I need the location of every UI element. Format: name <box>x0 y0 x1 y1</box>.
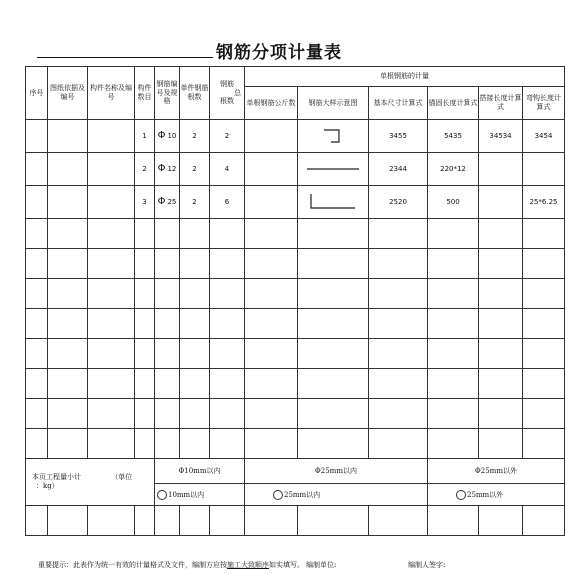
cell-sketch[interactable] <box>298 186 369 219</box>
footer-org: 编制单位: <box>306 561 337 569</box>
empty-cell[interactable] <box>155 309 180 339</box>
empty-cell[interactable] <box>210 219 245 249</box>
empty-cell[interactable] <box>369 506 428 536</box>
cell-bar-spec[interactable] <box>155 186 180 219</box>
empty-cell[interactable] <box>135 309 155 339</box>
cell-total[interactable]: 2 <box>210 120 245 153</box>
empty-cell[interactable] <box>210 369 245 399</box>
empty-cell[interactable] <box>428 309 479 339</box>
empty-cell[interactable] <box>428 339 479 369</box>
header-single-group: 单根钢筋的计量 <box>245 67 565 87</box>
cell-member[interactable] <box>88 186 135 219</box>
empty-cell[interactable] <box>48 219 88 249</box>
empty-cell[interactable] <box>245 506 298 536</box>
empty-cell[interactable] <box>428 399 479 429</box>
table-row <box>26 309 565 339</box>
header-total-bottom: 根数 <box>220 97 234 106</box>
empty-cell[interactable] <box>88 339 135 369</box>
empty-cell[interactable] <box>88 219 135 249</box>
header-anchor: 锚固长度计算式 <box>428 87 479 120</box>
empty-cell[interactable] <box>298 429 369 459</box>
empty-cell[interactable] <box>88 506 135 536</box>
hooked-bar-sketch-icon <box>318 127 348 145</box>
empty-cell[interactable] <box>135 399 155 429</box>
empty-cell[interactable] <box>155 219 180 249</box>
empty-cell[interactable] <box>135 429 155 459</box>
subtotal-row <box>26 459 565 484</box>
table-row <box>26 279 565 309</box>
cell-bars-per[interactable]: 2 <box>180 186 210 219</box>
cell-member-count[interactable]: 3 <box>135 186 155 219</box>
empty-cell[interactable] <box>88 309 135 339</box>
header-formula-count: 单根钢筋公斤数 <box>245 87 298 120</box>
cell-seq[interactable] <box>26 153 48 186</box>
cell-drawing[interactable] <box>48 186 88 219</box>
cell-anchor[interactable]: 220*12 <box>428 153 479 186</box>
header-sketch: 钢筋大样示意图 <box>298 87 369 120</box>
header-total-bars <box>210 67 245 120</box>
header-total-top: 钢筋 <box>220 79 234 88</box>
empty-cell[interactable] <box>26 399 48 429</box>
empty-cell[interactable] <box>298 506 369 536</box>
empty-cell[interactable] <box>180 279 210 309</box>
subtotal-unit-open: （单位 <box>111 473 133 482</box>
empty-cell[interactable] <box>298 219 369 249</box>
empty-cell[interactable] <box>428 249 479 279</box>
empty-cell[interactable] <box>180 369 210 399</box>
footer-note-prefix: 重要提示：此表作为统一有效的计量格式及文件，编制方应按 <box>38 561 227 569</box>
title-underline <box>37 57 213 58</box>
empty-cell[interactable] <box>369 339 428 369</box>
empty-cell[interactable] <box>26 249 48 279</box>
table-row <box>26 339 565 369</box>
footer-signer: 编制人签字: <box>408 561 446 569</box>
empty-cell[interactable] <box>428 429 479 459</box>
header-lap: 搭接长度计算式 <box>479 87 523 120</box>
cell-seq[interactable] <box>26 120 48 153</box>
straight-bar-sketch-icon <box>305 164 361 174</box>
empty-cell[interactable] <box>369 369 428 399</box>
empty-cell[interactable] <box>428 506 479 536</box>
table-row <box>26 249 565 279</box>
circle-icon <box>456 490 466 500</box>
cell-total[interactable]: 4 <box>210 153 245 186</box>
empty-cell[interactable] <box>245 309 298 339</box>
subtotal-col1-value[interactable] <box>155 484 245 506</box>
empty-cell[interactable] <box>428 369 479 399</box>
empty-cell[interactable] <box>245 219 298 249</box>
cell-bar-spec[interactable] <box>155 153 180 186</box>
empty-cell[interactable] <box>26 429 48 459</box>
empty-cell[interactable] <box>26 219 48 249</box>
empty-cell[interactable] <box>48 309 88 339</box>
empty-cell[interactable] <box>523 249 565 279</box>
empty-cell[interactable] <box>523 339 565 369</box>
header-member: 构件名称及编号 <box>88 67 135 120</box>
table-row <box>26 429 565 459</box>
bar-diameter: 12 <box>167 164 177 173</box>
empty-cell[interactable] <box>180 219 210 249</box>
empty-cell[interactable] <box>210 309 245 339</box>
empty-cell[interactable] <box>135 506 155 536</box>
empty-cell[interactable] <box>180 309 210 339</box>
cell-member[interactable] <box>88 153 135 186</box>
empty-cell[interactable] <box>180 399 210 429</box>
empty-cell[interactable] <box>180 339 210 369</box>
cell-drawing[interactable] <box>48 153 88 186</box>
empty-cell[interactable] <box>210 249 245 279</box>
table-row <box>26 120 565 153</box>
empty-cell[interactable] <box>135 339 155 369</box>
phi-symbol: Φ <box>157 129 166 141</box>
page-title: 钢筋分项计量表 <box>216 43 342 63</box>
cell-member-count[interactable]: 2 <box>135 153 155 186</box>
empty-cell[interactable] <box>523 429 565 459</box>
empty-cell[interactable] <box>155 249 180 279</box>
empty-cell[interactable] <box>26 369 48 399</box>
cell-drawing[interactable] <box>48 120 88 153</box>
subtotal-label-cell <box>26 459 155 506</box>
empty-cell[interactable] <box>210 506 245 536</box>
empty-cell[interactable] <box>298 369 369 399</box>
subtotal-col2-value[interactable] <box>245 484 428 506</box>
subtotal-col2-label: 25mm以内 <box>284 490 321 499</box>
empty-cell[interactable] <box>245 249 298 279</box>
subtotal-unit: ：kg） <box>36 482 59 490</box>
empty-cell[interactable] <box>245 369 298 399</box>
table-row <box>26 153 565 186</box>
empty-cell[interactable] <box>88 249 135 279</box>
empty-cell[interactable] <box>479 219 523 249</box>
empty-cell[interactable] <box>298 309 369 339</box>
cell-basic-size[interactable]: 2344 <box>369 153 428 186</box>
empty-cell[interactable] <box>479 399 523 429</box>
empty-cell[interactable] <box>48 399 88 429</box>
empty-cell[interactable] <box>48 279 88 309</box>
subtotal-col1-header: Φ10mm以内 <box>155 459 245 484</box>
cell-lap[interactable] <box>479 153 523 186</box>
empty-cell[interactable] <box>369 309 428 339</box>
empty-cell[interactable] <box>298 399 369 429</box>
empty-cell[interactable] <box>523 219 565 249</box>
empty-cell[interactable] <box>180 249 210 279</box>
empty-cell[interactable] <box>88 279 135 309</box>
subtotal-col3-value[interactable] <box>428 484 565 506</box>
empty-cell[interactable] <box>369 219 428 249</box>
header-seq: 序号 <box>26 67 48 120</box>
empty-cell[interactable] <box>88 369 135 399</box>
empty-cell[interactable] <box>298 249 369 279</box>
empty-cell[interactable] <box>135 249 155 279</box>
cell-bars-per[interactable]: 2 <box>180 153 210 186</box>
header-total-right: 总 <box>234 88 241 97</box>
cell-formula-count[interactable] <box>245 120 298 153</box>
empty-cell[interactable] <box>245 429 298 459</box>
header-bar-spec: 钢筋编号及规格 <box>155 67 180 120</box>
cell-basic-size[interactable]: 2520 <box>369 186 428 219</box>
phi-symbol: Φ <box>157 162 166 174</box>
header-basic-size: 基本尺寸计算式 <box>369 87 428 120</box>
empty-cell[interactable] <box>479 506 523 536</box>
empty-cell[interactable] <box>245 399 298 429</box>
subtotal-col3-label: 25mm以外 <box>467 490 504 499</box>
empty-cell[interactable] <box>245 339 298 369</box>
header-drawing: 图纸依据及编号 <box>48 67 88 120</box>
empty-cell[interactable] <box>479 429 523 459</box>
cell-formula-count[interactable] <box>245 153 298 186</box>
empty-cell[interactable] <box>26 506 48 536</box>
empty-cell[interactable] <box>155 369 180 399</box>
table-row <box>26 369 565 399</box>
empty-cell[interactable] <box>298 339 369 369</box>
cell-bend[interactable] <box>523 153 565 186</box>
empty-cell[interactable] <box>428 279 479 309</box>
footer-note <box>38 560 304 570</box>
empty-cell[interactable] <box>26 279 48 309</box>
empty-cell[interactable] <box>369 429 428 459</box>
empty-cell[interactable] <box>135 219 155 249</box>
empty-cell[interactable] <box>48 506 88 536</box>
table-row <box>26 186 565 219</box>
subtotal-col1-label: 10mm以内 <box>168 490 205 499</box>
empty-cell[interactable] <box>479 309 523 339</box>
subtotal-label: 本页工程量小计 <box>32 473 81 482</box>
empty-cell[interactable] <box>479 279 523 309</box>
empty-cell[interactable] <box>479 339 523 369</box>
cell-sketch[interactable] <box>298 153 369 186</box>
cell-member[interactable] <box>88 120 135 153</box>
cell-formula-count[interactable] <box>245 186 298 219</box>
subtotal-col3-header: Φ25mm以外 <box>428 459 565 484</box>
table-row <box>26 219 565 249</box>
header-bars-per: 单件钢筋根数 <box>180 67 210 120</box>
empty-cell[interactable] <box>155 506 180 536</box>
empty-cell[interactable] <box>135 279 155 309</box>
empty-cell[interactable] <box>48 339 88 369</box>
cell-sketch[interactable] <box>298 120 369 153</box>
cell-anchor[interactable]: 5435 <box>428 120 479 153</box>
empty-cell[interactable] <box>210 399 245 429</box>
cell-member-count[interactable]: 1 <box>135 120 155 153</box>
cell-total[interactable]: 6 <box>210 186 245 219</box>
empty-cell[interactable] <box>479 249 523 279</box>
table-row <box>26 399 565 429</box>
cell-bar-spec[interactable] <box>155 120 180 153</box>
cell-lap[interactable] <box>479 186 523 219</box>
empty-cell[interactable] <box>135 369 155 399</box>
empty-cell[interactable] <box>245 279 298 309</box>
empty-cell[interactable] <box>155 279 180 309</box>
empty-cell[interactable] <box>369 249 428 279</box>
empty-cell[interactable] <box>210 339 245 369</box>
empty-cell[interactable] <box>48 369 88 399</box>
empty-cell[interactable] <box>26 309 48 339</box>
empty-cell[interactable] <box>428 219 479 249</box>
cell-bend[interactable]: 25*6.25 <box>523 186 565 219</box>
empty-cell[interactable] <box>210 429 245 459</box>
empty-cell[interactable] <box>180 429 210 459</box>
empty-cell[interactable] <box>88 399 135 429</box>
circle-icon <box>157 490 167 500</box>
empty-cell[interactable] <box>523 279 565 309</box>
bar-diameter: 25 <box>167 197 177 206</box>
header-member-count: 构件数目 <box>135 67 155 120</box>
cell-anchor[interactable]: 500 <box>428 186 479 219</box>
footer-note-link: 施工大致顺序 <box>227 561 269 569</box>
cell-basic-size[interactable]: 3455 <box>369 120 428 153</box>
phi-symbol: Φ <box>157 195 166 207</box>
header-bend: 弯钩长度计算式 <box>523 87 565 120</box>
empty-cell[interactable] <box>523 399 565 429</box>
empty-cell[interactable] <box>88 429 135 459</box>
bar-diameter: 10 <box>167 131 177 140</box>
cell-bars-per[interactable]: 2 <box>180 120 210 153</box>
empty-cell[interactable] <box>369 279 428 309</box>
circle-icon <box>273 490 283 500</box>
empty-cell[interactable] <box>180 506 210 536</box>
empty-cell[interactable] <box>523 369 565 399</box>
empty-cell[interactable] <box>48 429 88 459</box>
empty-cell[interactable] <box>210 279 245 309</box>
table-row <box>26 506 565 536</box>
empty-cell[interactable] <box>48 249 88 279</box>
rebar-measurement-table <box>25 66 565 536</box>
empty-cell[interactable] <box>523 309 565 339</box>
cell-seq[interactable] <box>26 186 48 219</box>
bent-bar-sketch-icon <box>308 192 358 212</box>
cell-lap[interactable]: 34534 <box>479 120 523 153</box>
empty-cell[interactable] <box>155 429 180 459</box>
cell-bend[interactable]: 3454 <box>523 120 565 153</box>
empty-cell[interactable] <box>298 279 369 309</box>
empty-cell[interactable] <box>155 339 180 369</box>
subtotal-col2-header: Φ25mm以内 <box>245 459 428 484</box>
empty-cell[interactable] <box>26 339 48 369</box>
empty-cell[interactable] <box>155 399 180 429</box>
footer-note-suffix: 如实填写。 <box>269 561 304 569</box>
empty-cell[interactable] <box>479 369 523 399</box>
empty-cell[interactable] <box>523 506 565 536</box>
empty-cell[interactable] <box>369 399 428 429</box>
